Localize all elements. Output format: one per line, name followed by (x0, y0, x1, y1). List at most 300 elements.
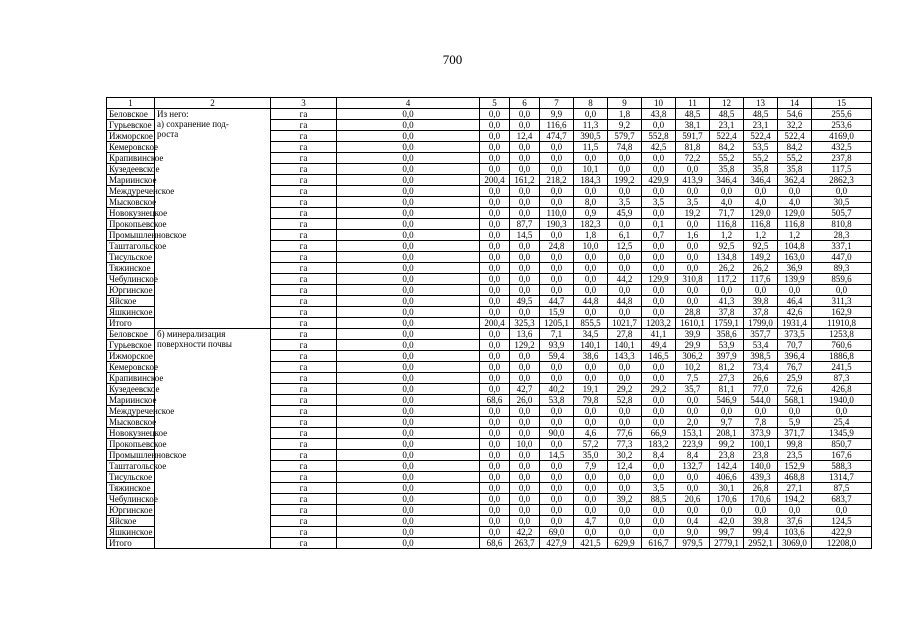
value-cell: 0,0 (608, 252, 642, 263)
value-cell: 35,8 (744, 164, 778, 175)
value-cell: 0,0 (510, 428, 540, 439)
value-cell: 153,1 (676, 428, 710, 439)
unit-cell: га (271, 208, 337, 219)
value-cell: 0,0 (337, 153, 480, 164)
value-cell: 0,0 (337, 351, 480, 362)
value-cell: 0,0 (642, 252, 676, 263)
value-cell: 0,0 (510, 516, 540, 527)
value-cell: 0,0 (510, 472, 540, 483)
value-cell: 0,0 (337, 230, 480, 241)
value-cell: 0,0 (510, 164, 540, 175)
value-cell: 0,0 (778, 406, 812, 417)
value-cell: 20,6 (676, 494, 710, 505)
unit-cell: га (271, 417, 337, 428)
category-cell: б) минерализация поверхности почвы (155, 329, 271, 549)
value-cell: 0,0 (510, 241, 540, 252)
unit-cell: га (271, 186, 337, 197)
value-cell: 0,0 (480, 120, 510, 131)
unit-cell: га (271, 131, 337, 142)
value-cell: 0,0 (608, 219, 642, 230)
value-cell: 0,0 (642, 417, 676, 428)
value-cell: 68,6 (480, 395, 510, 406)
value-cell: 0,0 (574, 362, 608, 373)
value-cell: 27,1 (778, 483, 812, 494)
value-cell: 0,0 (676, 164, 710, 175)
value-cell: 27,3 (710, 373, 744, 384)
value-cell: 8,4 (676, 450, 710, 461)
value-cell: 40,2 (540, 384, 574, 395)
value-cell: 426,8 (812, 384, 872, 395)
value-cell: 3,5 (642, 483, 676, 494)
district-cell: Юргинское (107, 505, 155, 516)
value-cell: 0,0 (642, 307, 676, 318)
value-cell: 71,7 (710, 208, 744, 219)
value-cell: 29,9 (676, 340, 710, 351)
value-cell: 42,0 (710, 516, 744, 527)
value-cell: 0,0 (676, 263, 710, 274)
value-cell: 0,0 (337, 318, 480, 329)
value-cell: 0,0 (510, 186, 540, 197)
district-cell: Новокузнецкое (107, 208, 155, 219)
value-cell: 44,8 (608, 296, 642, 307)
value-cell: 84,2 (710, 142, 744, 153)
value-cell: 0,0 (812, 285, 872, 296)
value-cell: 74,8 (608, 142, 642, 153)
value-cell: 0,0 (574, 307, 608, 318)
unit-cell: га (271, 406, 337, 417)
value-cell: 140,1 (608, 340, 642, 351)
value-cell: 12,5 (608, 241, 642, 252)
value-cell: 0,0 (642, 164, 676, 175)
value-cell: 44,2 (608, 274, 642, 285)
value-cell: 76,7 (778, 362, 812, 373)
value-cell: 0,0 (676, 296, 710, 307)
value-cell: 0,0 (642, 362, 676, 373)
unit-cell: га (271, 142, 337, 153)
value-cell: 36,9 (778, 263, 812, 274)
district-cell: Итого (107, 538, 155, 549)
value-cell: 0,0 (510, 307, 540, 318)
value-cell: 11,5 (574, 142, 608, 153)
value-cell: 117,2 (710, 274, 744, 285)
value-cell: 0,0 (608, 362, 642, 373)
value-cell: 9,2 (608, 120, 642, 131)
column-number-cell: 10 (642, 98, 676, 109)
value-cell: 0,0 (480, 450, 510, 461)
value-cell: 129,0 (744, 208, 778, 219)
category-cell: Из него: а) сохранение под- роста (155, 109, 271, 329)
value-cell: 0,0 (574, 285, 608, 296)
value-cell: 116,8 (744, 219, 778, 230)
value-cell: 3,5 (608, 197, 642, 208)
value-cell: 4,0 (710, 197, 744, 208)
value-cell: 0,0 (540, 285, 574, 296)
value-cell: 0,0 (642, 527, 676, 538)
district-cell: Гурьевское (107, 120, 155, 131)
value-cell: 0,0 (540, 142, 574, 153)
value-cell: 0,0 (710, 285, 744, 296)
value-cell: 0,0 (337, 406, 480, 417)
value-cell: 53,9 (710, 340, 744, 351)
value-cell: 0,0 (480, 494, 510, 505)
district-cell: Промышленновское (107, 450, 155, 461)
value-cell: 629,9 (608, 538, 642, 549)
unit-cell: га (271, 351, 337, 362)
value-cell: 0,0 (480, 527, 510, 538)
unit-cell: га (271, 329, 337, 340)
value-cell: 41,1 (642, 329, 676, 340)
value-cell: 140,0 (744, 461, 778, 472)
value-cell: 0,0 (574, 186, 608, 197)
value-cell: 522,4 (710, 131, 744, 142)
value-cell: 182,3 (574, 219, 608, 230)
value-cell: 263,7 (510, 538, 540, 549)
value-cell: 0,0 (574, 153, 608, 164)
value-cell: 92,5 (710, 241, 744, 252)
value-cell: 0,0 (710, 406, 744, 417)
value-cell: 19,1 (574, 384, 608, 395)
value-cell: 0,0 (608, 483, 642, 494)
value-cell: 0,0 (510, 450, 540, 461)
value-cell: 12,4 (608, 461, 642, 472)
district-cell: Гурьевское (107, 340, 155, 351)
value-cell: 0,0 (642, 120, 676, 131)
value-cell: 0,0 (510, 505, 540, 516)
district-cell: Кузедеевское (107, 384, 155, 395)
value-cell: 855,5 (574, 318, 608, 329)
value-cell: 132,7 (676, 461, 710, 472)
column-number-cell: 11 (676, 98, 710, 109)
value-cell: 579,7 (608, 131, 642, 142)
unit-cell: га (271, 153, 337, 164)
value-cell: 7,8 (744, 417, 778, 428)
value-cell: 0,0 (510, 373, 540, 384)
value-cell: 183,2 (642, 439, 676, 450)
value-cell: 325,3 (510, 318, 540, 329)
value-cell: 29,2 (642, 384, 676, 395)
value-cell: 0,0 (642, 406, 676, 417)
value-cell: 0,0 (574, 406, 608, 417)
value-cell: 422,9 (812, 527, 872, 538)
value-cell: 0,0 (574, 527, 608, 538)
value-cell: 66,9 (642, 428, 676, 439)
unit-cell: га (271, 274, 337, 285)
value-cell: 306,2 (676, 351, 710, 362)
unit-cell: га (271, 175, 337, 186)
value-cell: 44,7 (540, 296, 574, 307)
value-cell: 88,5 (642, 494, 676, 505)
value-cell: 223,9 (676, 439, 710, 450)
district-cell: Тяжинское (107, 263, 155, 274)
table-row (107, 109, 872, 120)
value-cell: 0,0 (540, 505, 574, 516)
district-cell: Прокопьевское (107, 439, 155, 450)
value-cell: 522,4 (744, 131, 778, 142)
value-cell: 35,7 (676, 384, 710, 395)
unit-cell: га (271, 461, 337, 472)
value-cell: 12,4 (510, 131, 540, 142)
value-cell: 0,0 (608, 505, 642, 516)
value-cell: 0,0 (480, 109, 510, 120)
value-cell: 3,5 (642, 197, 676, 208)
value-cell: 0,0 (540, 439, 574, 450)
value-cell: 413,9 (676, 175, 710, 186)
value-cell: 0,0 (337, 274, 480, 285)
value-cell: 14,5 (510, 230, 540, 241)
value-cell: 12208,0 (812, 538, 872, 549)
value-cell: 1314,7 (812, 472, 872, 483)
value-cell: 0,0 (642, 296, 676, 307)
district-cell: Тисульское (107, 252, 155, 263)
value-cell: 10,1 (574, 164, 608, 175)
value-cell: 0,0 (480, 219, 510, 230)
value-cell: 1,6 (676, 230, 710, 241)
value-cell: 474,7 (540, 131, 574, 142)
value-cell: 104,8 (778, 241, 812, 252)
value-cell: 0,0 (510, 417, 540, 428)
value-cell: 1205,1 (540, 318, 574, 329)
value-cell: 117,5 (812, 164, 872, 175)
value-cell: 39,9 (676, 329, 710, 340)
value-cell: 0,0 (608, 373, 642, 384)
value-cell: 0,0 (608, 307, 642, 318)
value-cell: 0,0 (642, 472, 676, 483)
district-cell: Мысковское (107, 197, 155, 208)
value-cell: 184,3 (574, 175, 608, 186)
value-cell: 167,6 (812, 450, 872, 461)
value-cell: 0,0 (337, 483, 480, 494)
value-cell: 0,0 (574, 472, 608, 483)
district-cell: Яшкинское (107, 307, 155, 318)
value-cell: 24,8 (540, 241, 574, 252)
value-cell: 0,0 (744, 186, 778, 197)
value-cell: 0,0 (510, 208, 540, 219)
unit-cell: га (271, 472, 337, 483)
value-cell: 311,3 (812, 296, 872, 307)
value-cell: 0,0 (510, 406, 540, 417)
district-cell: Междуреченское (107, 186, 155, 197)
value-cell: 92,5 (744, 241, 778, 252)
value-cell: 116,8 (710, 219, 744, 230)
value-cell: 87,7 (510, 219, 540, 230)
value-cell: 0,0 (510, 197, 540, 208)
unit-cell: га (271, 428, 337, 439)
value-cell: 346,4 (744, 175, 778, 186)
value-cell: 371,7 (778, 428, 812, 439)
value-cell: 0,0 (337, 527, 480, 538)
value-cell: 0,0 (642, 263, 676, 274)
value-cell: 0,0 (540, 516, 574, 527)
value-cell: 0,0 (337, 373, 480, 384)
value-cell: 1940,0 (812, 395, 872, 406)
value-cell: 0,0 (337, 362, 480, 373)
district-cell: Яйское (107, 296, 155, 307)
value-cell: 0,0 (337, 164, 480, 175)
value-cell: 447,0 (812, 252, 872, 263)
value-cell: 73,4 (744, 362, 778, 373)
value-cell: 149,2 (744, 252, 778, 263)
value-cell: 0,0 (337, 175, 480, 186)
value-cell: 41,3 (710, 296, 744, 307)
value-cell: 49,4 (642, 340, 676, 351)
value-cell: 200,4 (480, 175, 510, 186)
value-cell: 3,5 (676, 197, 710, 208)
value-cell: 0,0 (510, 483, 540, 494)
value-cell: 110,0 (540, 208, 574, 219)
value-cell: 59,4 (540, 351, 574, 362)
value-cell: 0,0 (608, 153, 642, 164)
value-cell: 11,3 (574, 120, 608, 131)
district-cell: Чебулинское (107, 494, 155, 505)
value-cell: 99,8 (778, 439, 812, 450)
value-cell: 7,1 (540, 329, 574, 340)
unit-cell: га (271, 483, 337, 494)
value-cell: 0,0 (574, 417, 608, 428)
unit-cell: га (271, 241, 337, 252)
value-cell: 143,3 (608, 351, 642, 362)
value-cell: 0,0 (510, 461, 540, 472)
value-cell: 0,0 (510, 274, 540, 285)
value-cell: 26,6 (744, 373, 778, 384)
unit-cell: га (271, 527, 337, 538)
value-cell: 72,6 (778, 384, 812, 395)
value-cell: 373,5 (778, 329, 812, 340)
value-cell: 190,3 (540, 219, 574, 230)
value-cell: 162,9 (812, 307, 872, 318)
unit-cell: га (271, 384, 337, 395)
unit-cell: га (271, 164, 337, 175)
value-cell: 396,4 (778, 351, 812, 362)
value-cell: 52,8 (608, 395, 642, 406)
value-cell: 432,5 (812, 142, 872, 153)
value-cell: 103,6 (778, 527, 812, 538)
value-cell: 0,0 (510, 109, 540, 120)
value-cell: 13,6 (510, 329, 540, 340)
table-row (107, 329, 872, 340)
page-number: 700 (442, 52, 463, 67)
value-cell: 161,2 (510, 175, 540, 186)
value-cell: 1021,7 (608, 318, 642, 329)
value-cell: 1,2 (778, 230, 812, 241)
value-cell: 200,4 (480, 318, 510, 329)
value-cell: 1799,0 (744, 318, 778, 329)
value-cell: 23,1 (710, 120, 744, 131)
district-cell: Промышленновское (107, 230, 155, 241)
value-cell: 37,8 (710, 307, 744, 318)
value-cell: 0,0 (337, 329, 480, 340)
value-cell: 0,0 (337, 285, 480, 296)
value-cell: 129,2 (510, 340, 540, 351)
value-cell: 0,0 (480, 263, 510, 274)
value-cell: 0,0 (540, 197, 574, 208)
value-cell: 10,0 (510, 439, 540, 450)
value-cell: 87,3 (812, 373, 872, 384)
district-cell: Мариинское (107, 395, 155, 406)
value-cell: 683,7 (812, 494, 872, 505)
value-cell: 4,7 (574, 516, 608, 527)
value-cell: 0,0 (642, 208, 676, 219)
value-cell: 163,0 (778, 252, 812, 263)
value-cell: 48,5 (744, 109, 778, 120)
value-cell: 0,0 (480, 428, 510, 439)
value-cell: 0,0 (812, 406, 872, 417)
value-cell: 859,6 (812, 274, 872, 285)
value-cell: 0,0 (642, 153, 676, 164)
value-cell: 39,8 (744, 296, 778, 307)
value-cell: 37,6 (778, 516, 812, 527)
value-cell: 0,9 (574, 208, 608, 219)
value-cell: 89,3 (812, 263, 872, 274)
value-cell: 0,0 (540, 494, 574, 505)
value-cell: 0,0 (676, 219, 710, 230)
value-cell: 42,2 (510, 527, 540, 538)
unit-cell: га (271, 505, 337, 516)
value-cell: 0,0 (337, 263, 480, 274)
value-cell: 544,0 (744, 395, 778, 406)
value-cell: 398,5 (744, 351, 778, 362)
unit-cell: га (271, 219, 337, 230)
value-cell: 0,0 (812, 186, 872, 197)
column-number-cell: 2 (155, 98, 271, 109)
value-cell: 2952,1 (744, 538, 778, 549)
district-cell: Юргинское (107, 285, 155, 296)
value-cell: 70,7 (778, 340, 812, 351)
value-cell: 0,0 (744, 406, 778, 417)
column-number-cell: 7 (540, 98, 574, 109)
value-cell: 0,0 (480, 296, 510, 307)
value-cell: 4169,0 (812, 131, 872, 142)
value-cell: 39,8 (744, 516, 778, 527)
value-cell: 0,0 (510, 252, 540, 263)
value-cell: 42,6 (778, 307, 812, 318)
value-cell: 0,0 (540, 164, 574, 175)
value-cell: 1345,9 (812, 428, 872, 439)
value-cell: 0,0 (608, 516, 642, 527)
value-cell: 0,0 (540, 362, 574, 373)
value-cell: 406,6 (710, 472, 744, 483)
district-cell: Тисульское (107, 472, 155, 483)
value-cell: 1,8 (608, 109, 642, 120)
value-cell: 0,0 (710, 505, 744, 516)
value-cell: 23,1 (744, 120, 778, 131)
value-cell: 129,9 (642, 274, 676, 285)
unit-cell: га (271, 285, 337, 296)
value-cell: 0,0 (480, 362, 510, 373)
value-cell: 1,2 (710, 230, 744, 241)
district-cell: Прокопьевское (107, 219, 155, 230)
value-cell: 0,0 (480, 153, 510, 164)
value-cell: 0,0 (480, 329, 510, 340)
value-cell: 0,0 (480, 197, 510, 208)
value-cell: 0,0 (676, 241, 710, 252)
value-cell: 0,0 (337, 516, 480, 527)
value-cell: 0,0 (337, 340, 480, 351)
column-number-cell: 4 (337, 98, 480, 109)
value-cell: 591,7 (676, 131, 710, 142)
column-number-cell: 1 (107, 98, 155, 109)
district-cell: Яшкинское (107, 527, 155, 538)
value-cell: 4,0 (744, 197, 778, 208)
value-cell: 0,0 (540, 373, 574, 384)
value-cell: 0,0 (480, 406, 510, 417)
value-cell: 1610,1 (676, 318, 710, 329)
value-cell: 0,0 (480, 131, 510, 142)
value-cell: 23,5 (778, 450, 812, 461)
value-cell: 0,0 (540, 153, 574, 164)
value-cell: 357,7 (744, 329, 778, 340)
column-number-cell: 6 (510, 98, 540, 109)
value-cell: 310,8 (676, 274, 710, 285)
